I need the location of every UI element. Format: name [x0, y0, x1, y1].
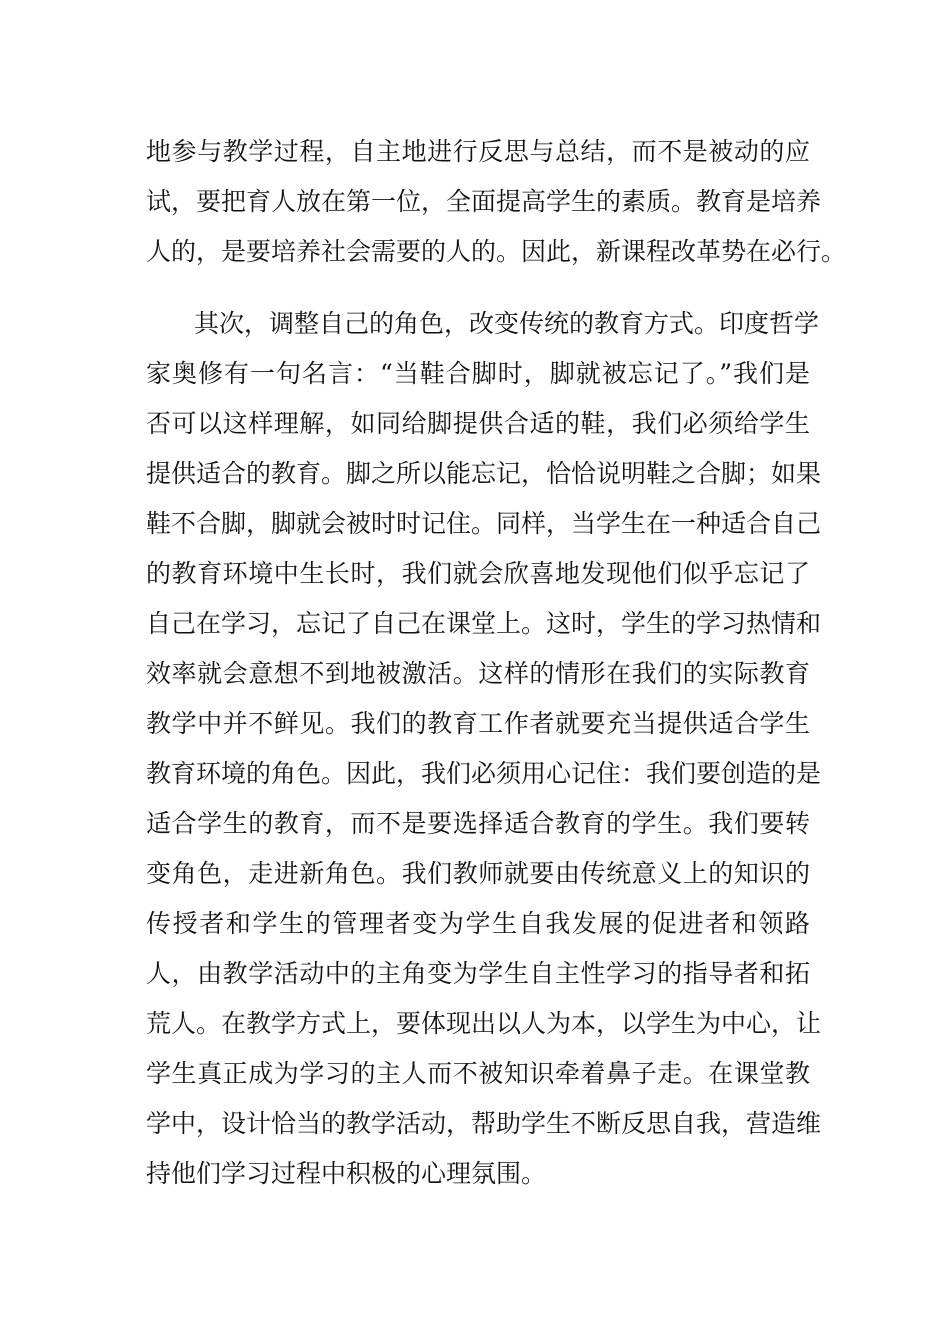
paragraph-line: 持他们学习过程中积极的心理氛围。 — [146, 1159, 547, 1188]
paragraph-line: 人，由教学活动中的主角变为学生自主性学习的指导者和拓 — [146, 959, 810, 988]
paragraph-line: 鞋不合脚，脚就会被时时记住。同样，当学生在一种适合自己 — [146, 509, 822, 538]
paragraph-line: 变角色，走进新角色。我们教师就要由传统意义上的知识的 — [146, 859, 810, 888]
paragraph-line: 家奥修有一句名言：“当鞋合脚时，脚就被忘记了。”我们是 — [146, 359, 810, 388]
paragraph-line: 地参与教学过程，自主地进行反思与总结，而不是被动的应 — [146, 137, 810, 166]
paragraph-line: 荒人。在教学方式上，要体现出以人为本，以学生为中心，让 — [146, 1009, 822, 1038]
paragraph-line: 学生真正成为学习的主人而不被知识牵着鼻子走。在课堂教 — [146, 1059, 810, 1088]
paragraph-line: 教育环境的角色。因此，我们必须用心记住：我们要创造的是 — [146, 759, 822, 788]
paragraph-line: 效率就会意想不到地被激活。这样的情形在我们的实际教育 — [146, 659, 810, 688]
paragraph-line: 提供适合的教育。脚之所以能忘记，恰恰说明鞋之合脚；如果 — [146, 459, 822, 488]
paragraph-line: 人的，是要培养社会需要的人的。因此，新课程改革势在必行。 — [146, 237, 847, 266]
paragraph-line: 适合学生的教育，而不是要选择适合教育的学生。我们要转 — [146, 809, 810, 838]
paragraph-line: 试，要把育人放在第一位，全面提高学生的素质。教育是培养 — [146, 187, 822, 216]
paragraph-line: 否可以这样理解，如同给脚提供合适的鞋，我们必须给学生 — [146, 409, 810, 438]
paragraph-line: 的教育环境中生长时，我们就会欣喜地发现他们似乎忘记了 — [146, 559, 810, 588]
paragraph-line: 传授者和学生的管理者变为学生自我发展的促进者和领路 — [146, 909, 810, 938]
paragraph-line: 教学中并不鲜见。我们的教育工作者就要充当提供适合学生 — [146, 709, 810, 738]
paragraph-line: 学中，设计恰当的教学活动，帮助学生不断反思自我，营造维 — [146, 1109, 822, 1138]
paragraph-line: 自己在学习，忘记了自己在课堂上。这时，学生的学习热情和 — [146, 609, 822, 638]
paragraph-line: 其次，调整自己的角色，改变传统的教育方式。印度哲学 — [194, 309, 820, 338]
